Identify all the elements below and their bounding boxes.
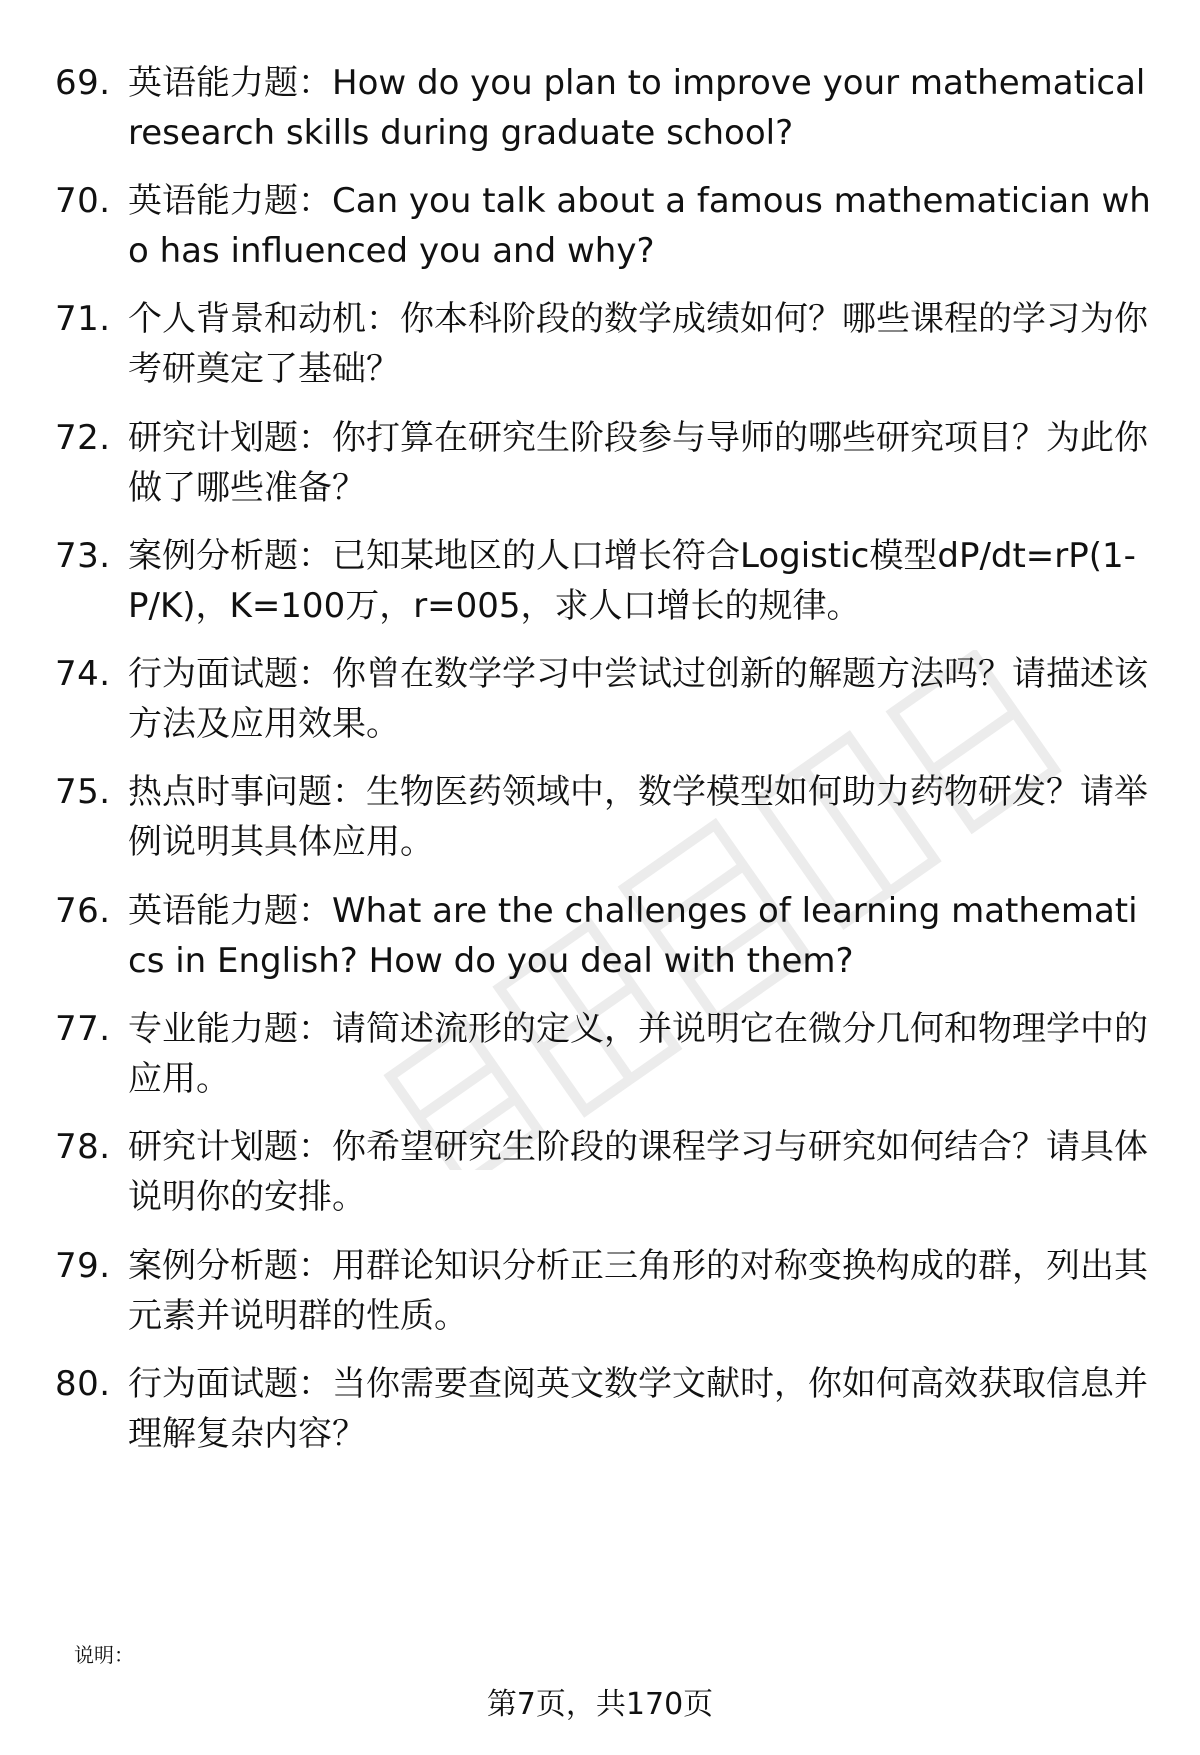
question-item <box>55 886 1155 1011</box>
question-number: 70. <box>55 181 111 221</box>
question-number: 69. <box>55 63 111 103</box>
question-text: 研究计划题：你打算在研究生阶段参与导师的哪些研究项目？为此你做了哪些准备？ <box>128 418 1148 508</box>
question-number: 79. <box>55 1246 111 1286</box>
note-label: 说明： <box>74 1643 134 1667</box>
question-text: 专业能力题：请简述流形的定义，并说明它在微分几何和物理学中的应用。 <box>128 1009 1148 1099</box>
question-text: 行为面试题：当你需要查阅英文数学文献时，你如何高效获取信息并理解复杂内容？ <box>128 1364 1148 1454</box>
question-number: 73. <box>55 536 111 576</box>
question-item <box>55 649 1155 774</box>
question-item <box>55 58 1155 183</box>
question-item <box>55 1122 1155 1247</box>
question-text: 研究计划题：你希望研究生阶段的课程学习与研究如何结合？请具体说明你的安排。 <box>128 1127 1148 1217</box>
question-text: 热点时事问题：生物医药领域中，数学模型如何助力药物研发？请举例说明其具体应用。 <box>128 772 1148 862</box>
question-text: 个人背景和动机：你本科阶段的数学成绩如何？哪些课程的学习为你考研奠定了基础？ <box>128 299 1148 389</box>
question-text: 英语能力题：How do you plan to improve your mathematical research skills during graduate school? <box>128 63 1146 153</box>
question-text: 英语能力题：Can you talk about a famous mathematician who has influenced you and why? <box>128 181 1151 271</box>
question-text: 英语能力题：What are the challenges of learning mathematics in English? How do you deal with them? <box>128 891 1138 981</box>
question-item <box>55 413 1155 538</box>
question-item <box>55 1004 1155 1129</box>
question-item <box>55 294 1155 419</box>
question-number: 71. <box>55 299 111 339</box>
question-number: 80. <box>55 1364 111 1404</box>
question-number: 78. <box>55 1127 111 1167</box>
question-number: 77. <box>55 1009 111 1049</box>
question-text: 行为面试题：你曾在数学学习中尝试过创新的解题方法吗？请描述该方法及应用效果。 <box>128 654 1148 744</box>
question-number: 72. <box>55 418 111 458</box>
question-number: 76. <box>55 891 111 931</box>
question-number: 74. <box>55 654 111 694</box>
question-text: 案例分析题：用群论知识分析正三角形的对称变换构成的群，列出其元素并说明群的性质。 <box>128 1246 1148 1336</box>
question-item <box>55 531 1155 656</box>
question-text: 案例分析题：已知某地区的人口增长符合Logistic模型dP/dt=rP(1-P/K)，K=100万，r=005，求人口增长的规律。 <box>128 536 1136 626</box>
question-item <box>55 176 1155 301</box>
question-item <box>55 767 1155 892</box>
question-item <box>55 1359 1155 1484</box>
question-number: 75. <box>55 772 111 812</box>
page-footer: 第7页，共170页 <box>486 1687 714 1722</box>
question-item <box>55 1241 1155 1366</box>
